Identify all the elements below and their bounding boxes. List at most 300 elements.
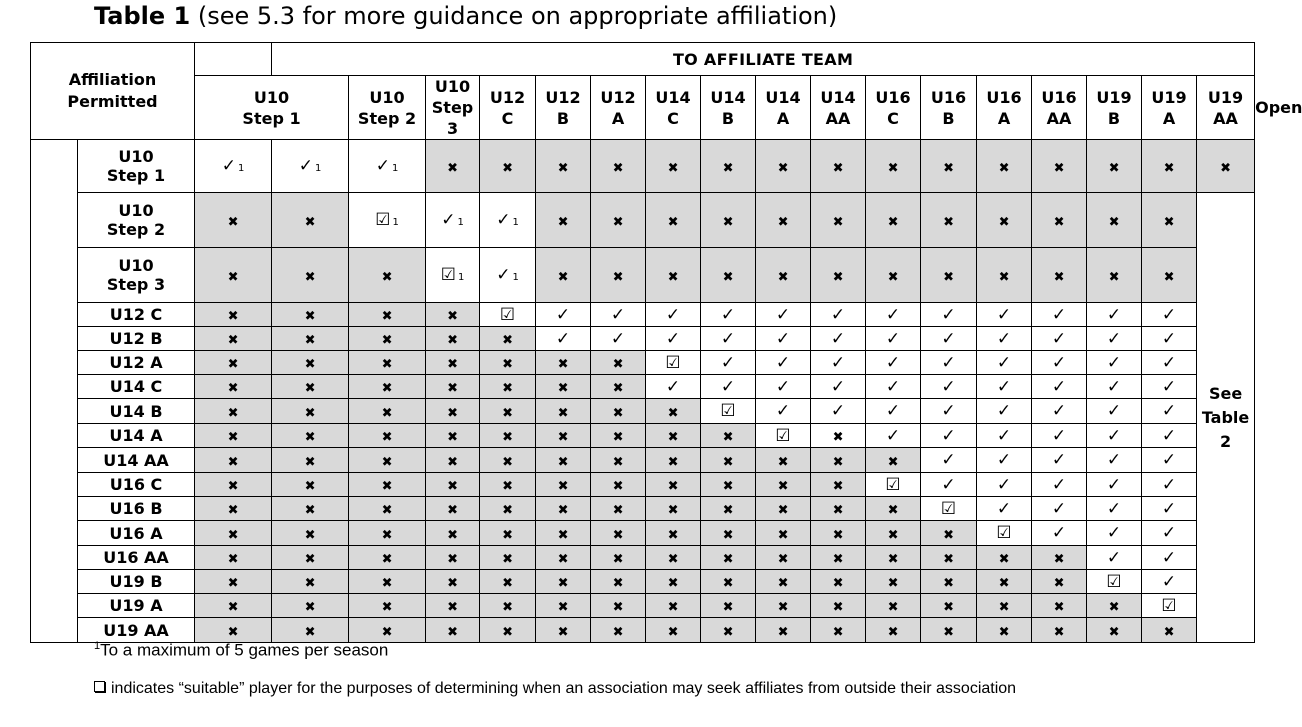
permission-cell bbox=[646, 448, 701, 473]
permission-cell bbox=[195, 448, 272, 473]
permission-cell bbox=[272, 375, 349, 399]
permission-cell bbox=[701, 140, 756, 193]
permission-cell bbox=[349, 618, 426, 643]
permission-cell bbox=[811, 193, 866, 248]
permission-cell bbox=[1087, 327, 1142, 351]
cross-icon: ✖ bbox=[227, 576, 239, 591]
cross-icon: ✖ bbox=[667, 269, 679, 285]
permission-cell bbox=[349, 327, 426, 351]
cross-icon: ✖ bbox=[557, 479, 569, 494]
cross-icon: ✖ bbox=[612, 357, 624, 372]
permission-cell bbox=[1142, 140, 1197, 193]
checked-box-icon: ☑ bbox=[665, 352, 681, 373]
check-icon: ✓ bbox=[1051, 401, 1067, 421]
check-icon: ✓ bbox=[1161, 328, 1177, 349]
permission-cell bbox=[272, 448, 349, 473]
permission-cell bbox=[921, 399, 977, 424]
row-header bbox=[78, 399, 195, 424]
cross-icon: ✖ bbox=[722, 269, 734, 285]
check-icon: ✓ bbox=[1051, 376, 1067, 397]
cross-icon: ✖ bbox=[832, 527, 844, 543]
cross-icon: ✖ bbox=[777, 527, 789, 543]
permission-cell bbox=[646, 140, 701, 193]
column-header-line-1: U10 bbox=[434, 77, 471, 96]
column-header-line-1: U16 bbox=[1041, 87, 1077, 107]
cross-icon: ✖ bbox=[502, 624, 513, 640]
permission-cell bbox=[480, 473, 536, 497]
cross-icon: ✖ bbox=[887, 576, 899, 591]
check-icon: ✓ bbox=[775, 401, 791, 421]
permission-cell bbox=[921, 193, 977, 248]
permission-cell bbox=[591, 546, 646, 570]
permission-cell bbox=[977, 303, 1032, 327]
check-icon: ✓ bbox=[1161, 474, 1177, 495]
permission-cell bbox=[646, 497, 701, 521]
cross-icon: ✖ bbox=[777, 160, 789, 176]
cross-icon: ✖ bbox=[1108, 214, 1120, 230]
cross-icon: ✖ bbox=[832, 430, 844, 445]
permission-cell bbox=[811, 521, 866, 546]
permission-cell bbox=[349, 351, 426, 375]
cross-icon: ✖ bbox=[943, 600, 954, 615]
permission-cell bbox=[426, 248, 480, 303]
permission-cell bbox=[1087, 303, 1142, 327]
permission-cell bbox=[1087, 473, 1142, 497]
check-icon: ✓ bbox=[496, 265, 511, 285]
check-icon: ✓ bbox=[885, 425, 901, 446]
permission-cell bbox=[646, 546, 701, 570]
cross-icon: ✖ bbox=[304, 357, 316, 372]
cross-icon: ✖ bbox=[777, 624, 789, 640]
cross-icon: ✖ bbox=[502, 160, 513, 176]
check-icon: ✓ bbox=[830, 376, 846, 397]
permission-cell bbox=[480, 140, 536, 193]
check-icon: ✓ bbox=[720, 328, 736, 349]
cross-icon: ✖ bbox=[612, 503, 624, 518]
table-row bbox=[31, 618, 1255, 643]
permission-cell bbox=[977, 193, 1032, 248]
permission-cell bbox=[977, 546, 1032, 570]
check-icon: ✓ bbox=[1161, 304, 1177, 325]
check-icon: ✓ bbox=[221, 156, 236, 176]
column-header-line-2: A bbox=[776, 108, 790, 128]
cross-icon: ✖ bbox=[304, 381, 316, 396]
check-icon: ✓ bbox=[885, 328, 901, 349]
permission-cell bbox=[1087, 546, 1142, 570]
cross-icon: ✖ bbox=[447, 624, 458, 640]
permission-cell bbox=[1032, 193, 1087, 248]
cross-icon: ✖ bbox=[998, 269, 1010, 285]
permission-cell bbox=[1142, 497, 1197, 521]
permission-cell bbox=[701, 327, 756, 351]
row-header-line: U10 bbox=[118, 256, 154, 275]
permission-cell bbox=[756, 193, 811, 248]
cross-icon: ✖ bbox=[832, 624, 844, 640]
permission-cell bbox=[1032, 424, 1087, 448]
permission-cell bbox=[756, 521, 811, 546]
column-header bbox=[811, 76, 866, 140]
cross-icon: ✖ bbox=[943, 214, 954, 230]
permission-cell bbox=[1087, 424, 1142, 448]
permission-cell bbox=[701, 193, 756, 248]
permission-cell bbox=[811, 448, 866, 473]
permission-cell bbox=[536, 594, 591, 618]
cross-icon: ✖ bbox=[777, 552, 789, 567]
cross-icon: ✖ bbox=[777, 479, 789, 494]
cross-icon: ✖ bbox=[381, 381, 393, 396]
permission-cell bbox=[349, 497, 426, 521]
permission-cell bbox=[921, 594, 977, 618]
permission-cell bbox=[1087, 448, 1142, 473]
permission-cell bbox=[1032, 618, 1087, 643]
cross-icon: ✖ bbox=[502, 600, 513, 615]
permission-cell bbox=[756, 473, 811, 497]
row-header-line: U14 A bbox=[109, 426, 163, 445]
column-header-line-1: U14 bbox=[710, 87, 746, 107]
table-row bbox=[31, 546, 1255, 570]
check-icon: ✓ bbox=[1106, 401, 1122, 421]
permission-cell bbox=[921, 351, 977, 375]
column-header bbox=[646, 76, 701, 140]
permission-cell bbox=[866, 248, 921, 303]
permission-cell bbox=[195, 546, 272, 570]
column-header-line-2: B bbox=[1107, 108, 1121, 128]
permission-cell bbox=[426, 618, 480, 643]
permission-cell bbox=[646, 327, 701, 351]
table-row bbox=[31, 248, 1255, 303]
permission-cell bbox=[646, 303, 701, 327]
cross-icon: ✖ bbox=[887, 552, 899, 567]
check-icon: ✓ bbox=[775, 328, 791, 349]
row-header bbox=[78, 594, 195, 618]
row-header bbox=[78, 327, 195, 351]
cross-icon: ✖ bbox=[832, 552, 844, 567]
cross-icon: ✖ bbox=[722, 503, 734, 518]
cross-icon: ✖ bbox=[557, 600, 569, 615]
cross-icon: ✖ bbox=[998, 214, 1010, 230]
permission-cell bbox=[1032, 521, 1087, 546]
cross-icon: ✖ bbox=[612, 552, 624, 567]
permission-cell bbox=[591, 399, 646, 424]
cross-icon: ✖ bbox=[887, 600, 899, 615]
check-icon: ✓ bbox=[1161, 425, 1177, 446]
permission-cell bbox=[536, 327, 591, 351]
cross-icon: ✖ bbox=[832, 600, 844, 615]
cross-icon: ✖ bbox=[612, 624, 624, 640]
cross-icon: ✖ bbox=[1108, 160, 1120, 176]
cross-icon: ✖ bbox=[1053, 552, 1065, 567]
permission-cell bbox=[977, 140, 1032, 193]
cross-icon: ✖ bbox=[557, 527, 569, 543]
cross-icon: ✖ bbox=[612, 527, 624, 543]
column-header-line-1: U14 bbox=[820, 87, 856, 107]
cross-icon: ✖ bbox=[943, 552, 954, 567]
header-row-team bbox=[31, 43, 1255, 76]
cross-icon: ✖ bbox=[832, 454, 844, 470]
column-header bbox=[426, 76, 480, 140]
check-icon: ✓ bbox=[1051, 304, 1067, 325]
permission-cell bbox=[426, 193, 480, 248]
permission-cell bbox=[591, 375, 646, 399]
check-icon: ✓ bbox=[996, 401, 1012, 421]
footnote-suitable bbox=[94, 680, 1016, 698]
cross-icon: ✖ bbox=[381, 503, 393, 518]
permission-cell bbox=[536, 497, 591, 521]
permission-cell bbox=[349, 448, 426, 473]
permission-cell bbox=[426, 375, 480, 399]
column-header-line-2: AA bbox=[1046, 108, 1072, 128]
permission-cell bbox=[480, 424, 536, 448]
superscript-marker: 1 bbox=[512, 217, 519, 228]
permission-cell bbox=[480, 193, 536, 248]
permission-cell bbox=[977, 497, 1032, 521]
permission-cell bbox=[591, 448, 646, 473]
cross-icon: ✖ bbox=[227, 309, 239, 324]
check-icon: ✓ bbox=[1161, 450, 1177, 470]
cross-icon: ✖ bbox=[502, 405, 513, 421]
permission-cell bbox=[811, 351, 866, 375]
cross-icon: ✖ bbox=[832, 214, 844, 230]
cross-icon: ✖ bbox=[227, 381, 239, 396]
cross-icon: ✖ bbox=[227, 269, 239, 285]
permission-cell bbox=[921, 248, 977, 303]
permission-cell bbox=[272, 570, 349, 594]
superscript-marker: 1 bbox=[512, 272, 519, 283]
permission-cell bbox=[272, 424, 349, 448]
permission-cell bbox=[426, 303, 480, 327]
cross-icon: ✖ bbox=[887, 160, 899, 176]
permission-cell bbox=[866, 448, 921, 473]
check-icon: ✓ bbox=[1051, 498, 1067, 519]
permission-cell bbox=[756, 399, 811, 424]
row-header bbox=[78, 424, 195, 448]
check-icon: ✓ bbox=[830, 401, 846, 421]
column-header-line-2: Step 1 bbox=[242, 108, 301, 128]
permission-cell bbox=[866, 399, 921, 424]
permission-cell bbox=[866, 594, 921, 618]
checked-box-icon: ☑ bbox=[996, 523, 1012, 543]
permission-cell bbox=[426, 351, 480, 375]
cross-icon: ✖ bbox=[722, 600, 734, 615]
permission-cell bbox=[349, 303, 426, 327]
check-icon: ✓ bbox=[1161, 571, 1177, 592]
check-icon: ✓ bbox=[1161, 523, 1177, 543]
column-header-line-2: AA bbox=[825, 108, 851, 128]
permission-cell bbox=[866, 303, 921, 327]
permission-cell bbox=[480, 594, 536, 618]
cross-icon: ✖ bbox=[557, 381, 569, 396]
column-header-line-2: Step 2 bbox=[357, 108, 417, 128]
cross-icon: ✖ bbox=[887, 624, 899, 640]
row-header bbox=[78, 351, 195, 375]
check-icon: ✓ bbox=[441, 210, 456, 230]
permission-cell bbox=[866, 351, 921, 375]
footnote-max-games bbox=[94, 640, 388, 661]
cross-icon: ✖ bbox=[943, 269, 954, 285]
permission-cell bbox=[646, 193, 701, 248]
column-header bbox=[701, 76, 756, 140]
permission-cell bbox=[701, 448, 756, 473]
cross-icon: ✖ bbox=[381, 269, 393, 285]
check-icon: ✓ bbox=[775, 376, 791, 397]
cross-icon: ✖ bbox=[998, 624, 1010, 640]
cross-icon: ✖ bbox=[832, 503, 844, 518]
cross-icon: ✖ bbox=[722, 552, 734, 567]
left-margin-cell bbox=[31, 140, 78, 643]
cross-icon: ✖ bbox=[381, 405, 393, 421]
check-icon: ✓ bbox=[885, 401, 901, 421]
cross-icon: ✖ bbox=[381, 576, 393, 591]
permission-cell bbox=[977, 473, 1032, 497]
permission-cell bbox=[1087, 351, 1142, 375]
cross-icon: ✖ bbox=[227, 600, 239, 615]
permission-cell bbox=[536, 473, 591, 497]
footnote-suitable-text: indicates “suitable” player for the purposes of determining when an association may seek affiliates from outside their association bbox=[111, 680, 1017, 697]
check-icon: ✓ bbox=[1051, 352, 1067, 373]
table-title-rest: (see 5.3 for more guidance on appropriate affiliation) bbox=[190, 2, 838, 30]
permission-cell bbox=[426, 399, 480, 424]
superscript-marker: 1 bbox=[457, 272, 465, 283]
column-header-line-1: U16 bbox=[930, 87, 967, 107]
column-header bbox=[536, 76, 591, 140]
check-icon: ✓ bbox=[1161, 376, 1177, 397]
permission-cell bbox=[921, 473, 977, 497]
permission-cell bbox=[272, 351, 349, 375]
permission-cell bbox=[701, 546, 756, 570]
column-header-line-2: B bbox=[721, 108, 735, 128]
permission-cell bbox=[272, 618, 349, 643]
cross-icon: ✖ bbox=[667, 600, 679, 615]
table-row bbox=[31, 140, 1255, 193]
permission-cell bbox=[1032, 473, 1087, 497]
cross-icon: ✖ bbox=[227, 405, 239, 421]
permission-cell bbox=[811, 375, 866, 399]
cross-icon: ✖ bbox=[887, 503, 899, 518]
column-header bbox=[349, 76, 426, 140]
footnote-max-games-text: To a maximum of 5 games per season bbox=[100, 640, 389, 660]
column-header-line-2: Step 3 bbox=[431, 98, 474, 138]
cross-icon: ✖ bbox=[227, 624, 239, 640]
row-header-line: U12 C bbox=[109, 305, 163, 324]
check-icon: ✓ bbox=[1161, 547, 1177, 568]
permission-cell bbox=[866, 521, 921, 546]
table-row bbox=[31, 473, 1255, 497]
permission-cell bbox=[1032, 303, 1087, 327]
cross-icon: ✖ bbox=[1108, 624, 1120, 640]
row-header-line: U19 AA bbox=[103, 620, 169, 640]
column-header-line-1: U19 bbox=[1207, 87, 1244, 107]
cross-icon: ✖ bbox=[447, 503, 458, 518]
permission-cell bbox=[1087, 140, 1142, 193]
permission-cell bbox=[1032, 448, 1087, 473]
permission-cell bbox=[272, 140, 349, 193]
permission-cell bbox=[272, 193, 349, 248]
check-icon: ✓ bbox=[996, 304, 1012, 325]
checked-box-icon: ☑ bbox=[1161, 595, 1177, 616]
permission-cell bbox=[866, 546, 921, 570]
check-icon: ✓ bbox=[496, 210, 511, 230]
cross-icon: ✖ bbox=[304, 214, 316, 230]
permission-cell bbox=[811, 546, 866, 570]
check-icon: ✓ bbox=[298, 156, 313, 176]
cross-icon: ✖ bbox=[943, 576, 954, 591]
check-icon: ✓ bbox=[996, 425, 1012, 446]
cross-icon: ✖ bbox=[557, 454, 569, 470]
check-icon: ✓ bbox=[1051, 328, 1067, 349]
cross-icon: ✖ bbox=[943, 624, 954, 640]
cross-icon: ✖ bbox=[502, 479, 513, 494]
permission-cell bbox=[811, 399, 866, 424]
cross-icon: ✖ bbox=[612, 454, 624, 470]
row-header-line: U19 B bbox=[109, 572, 163, 591]
cross-icon: ✖ bbox=[304, 624, 316, 640]
permission-cell bbox=[1142, 351, 1197, 375]
row-header-line: U19 A bbox=[109, 596, 163, 615]
row-header bbox=[78, 521, 195, 546]
permission-cell bbox=[272, 521, 349, 546]
permission-cell bbox=[195, 303, 272, 327]
check-icon: ✓ bbox=[775, 352, 791, 373]
row-header bbox=[78, 473, 195, 497]
column-header bbox=[1032, 76, 1087, 140]
permission-cell bbox=[195, 594, 272, 618]
permission-cell bbox=[811, 140, 866, 193]
checked-box-icon: ☑ bbox=[885, 474, 901, 495]
cross-icon: ✖ bbox=[557, 405, 569, 421]
column-header-line-1: U14 bbox=[655, 87, 691, 107]
see-table-2-note bbox=[1197, 193, 1255, 643]
permission-cell bbox=[480, 570, 536, 594]
check-icon: ✓ bbox=[941, 376, 956, 397]
check-icon: ✓ bbox=[1051, 523, 1067, 543]
see-table-line: 2 bbox=[1219, 431, 1232, 451]
cross-icon: ✖ bbox=[722, 160, 734, 176]
row-header bbox=[78, 303, 195, 327]
cross-icon: ✖ bbox=[381, 600, 393, 615]
check-icon: ✓ bbox=[996, 498, 1012, 519]
cross-icon: ✖ bbox=[381, 479, 393, 494]
permission-cell bbox=[866, 473, 921, 497]
column-header bbox=[756, 76, 811, 140]
permission-cell bbox=[1032, 570, 1087, 594]
permission-cell bbox=[811, 497, 866, 521]
permission-cell bbox=[811, 570, 866, 594]
permission-cell bbox=[866, 327, 921, 351]
row-header-line: U12 A bbox=[109, 353, 163, 372]
cross-icon: ✖ bbox=[557, 503, 569, 518]
cross-icon: ✖ bbox=[502, 430, 513, 445]
permission-cell bbox=[811, 327, 866, 351]
corner-header bbox=[31, 43, 195, 140]
cross-icon: ✖ bbox=[1053, 576, 1065, 591]
permission-cell bbox=[349, 140, 426, 193]
permission-cell bbox=[480, 375, 536, 399]
team-header-spacer bbox=[195, 43, 272, 76]
check-icon: ✓ bbox=[1106, 328, 1122, 349]
permission-cell bbox=[701, 473, 756, 497]
cross-icon: ✖ bbox=[612, 405, 624, 421]
row-header-line: U10 bbox=[118, 147, 154, 166]
cross-icon: ✖ bbox=[227, 479, 239, 494]
permission-cell bbox=[1032, 140, 1087, 193]
permission-cell bbox=[591, 618, 646, 643]
permission-cell bbox=[921, 570, 977, 594]
permission-cell bbox=[977, 521, 1032, 546]
open-header-label: Open bbox=[1255, 98, 1302, 118]
permission-cell bbox=[426, 140, 480, 193]
cross-icon: ✖ bbox=[557, 357, 569, 372]
permission-cell bbox=[701, 303, 756, 327]
